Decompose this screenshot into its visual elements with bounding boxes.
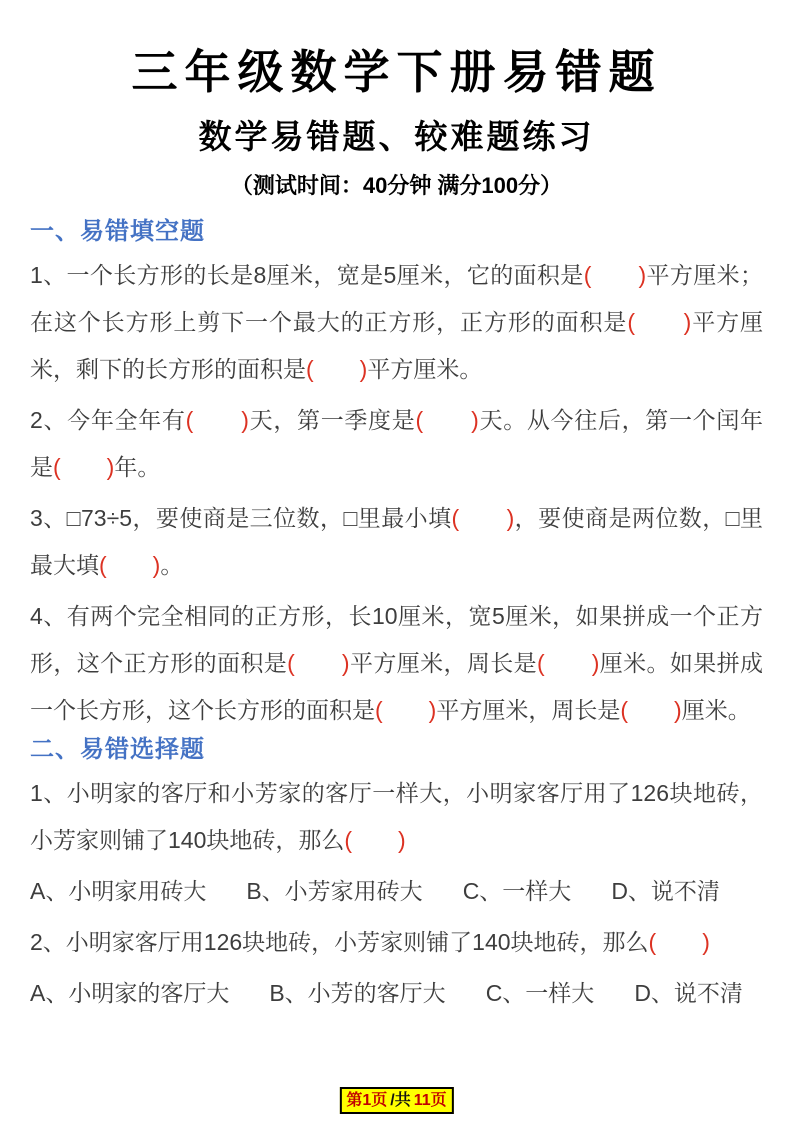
- option-c: C、一样大: [462, 878, 572, 904]
- choice-question-2-options: [30, 970, 763, 1017]
- option-d: D、说不清: [634, 980, 743, 1006]
- test-info-line: （测试时间：40分钟 满分100分）: [230, 173, 563, 198]
- option-a: A、小明家的客厅大: [30, 980, 230, 1006]
- choice-question-1: 1、小明家的客厅和小芳家的客厅一样大，小明家客厅用了126块地砖，小芳家则铺了140块地砖，那么( ): [30, 780, 763, 853]
- page-separator-label: /共: [390, 1092, 411, 1109]
- page-number-badge: [339, 1087, 453, 1114]
- page-title: 三年级数学下册易错题: [131, 46, 662, 98]
- current-page-label: 第1页: [346, 1092, 388, 1109]
- choice-question-2: 2、小明家客厅用126块地砖，小芳家则铺了140块地砖，那么( ): [30, 929, 710, 955]
- option-d: D、说不清: [611, 878, 720, 904]
- option-a: A、小明家用砖大: [30, 878, 207, 904]
- fill-question-4: 4、有两个完全相同的正方形，长10厘米，宽5厘米，如果拼成一个正方形，这个正方形的面积是( )平方厘米，周长是( )厘米。如果拼成一个长方形，这个长方形的面积是( )平方厘米，周长是( )厘米。: [30, 603, 764, 723]
- option-b: B、小芳家用砖大: [246, 878, 423, 904]
- option-b: B、小芳的客厅大: [269, 980, 446, 1006]
- page-subtitle: 数学易错题、较难题练习: [198, 118, 595, 155]
- total-pages-label: 11页: [413, 1092, 447, 1109]
- fill-question-2: 2、今年全年有( )天，第一季度是( )天。从今往后，第一个闰年是( )年。: [30, 407, 764, 480]
- fill-question-1: 1、一个长方形的长是8厘米，宽是5厘米，它的面积是( )平方厘米；在这个长方形上剪下一个最大的正方形，正方形的面积是( )平方厘米，剩下的长方形的面积是( )平方厘米。: [30, 262, 764, 382]
- option-c: C、一样大: [485, 980, 595, 1006]
- fill-question-3: 3、□73÷5，要使商是三位数，□里最小填( )，要使商是两位数，□里最大填( )。: [30, 505, 763, 578]
- choice-question-1-options: [30, 868, 763, 915]
- section-heading-multiple-choice: 二、易错选择题: [30, 736, 205, 763]
- section-heading-fill-in-blanks: 一、易错填空题: [30, 218, 205, 245]
